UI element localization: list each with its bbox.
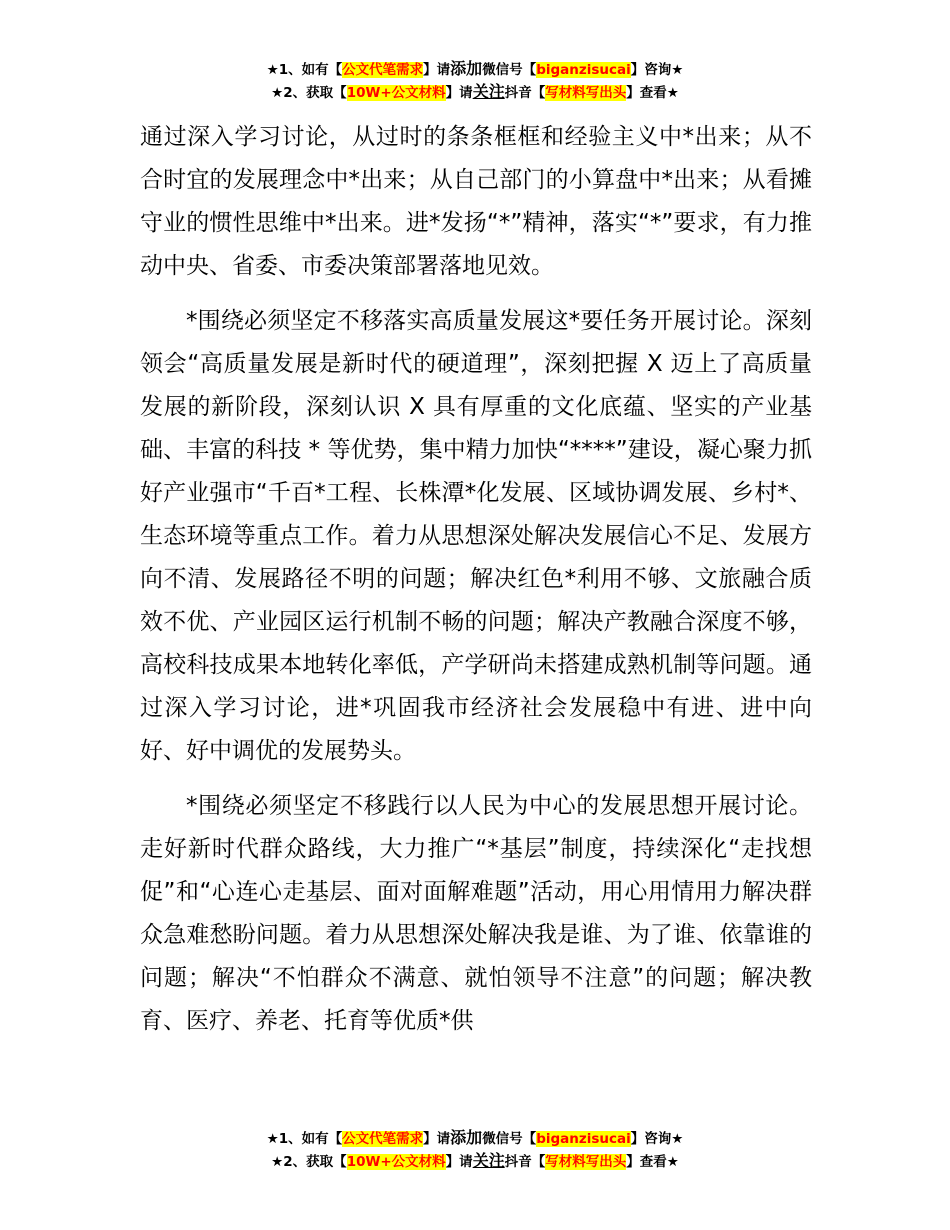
highlight-service: 公文代笔需求 bbox=[342, 1131, 424, 1147]
highlight-materials: 10W+公文材料 bbox=[346, 1154, 446, 1170]
star-icon: ★ bbox=[266, 1131, 279, 1147]
paragraph-1: 通过深入学习讨论，从过时的条条框框和经验主义中*出来；从不合时宜的发展理念中*出来；从自己部门的小算盘中*出来；从看摊守业的惯性思维中*出来。进*发扬“*”精神，落实“*”要求，有力推动中央、省委、市委决策部署落地见效。 bbox=[140, 124, 812, 279]
banner-line-2: ★2、获取【10W+公文材料】请关注抖音【写材料写出头】查看★ bbox=[271, 1151, 679, 1170]
paragraph-2: *围绕必须坚定不移落实高质量发展这*要任务开展讨论。深刻领会“高质量发展是新时代的硬道理”，深刻把握 X 迈上了高质量发展的新阶段，深刻认识 X 具有厚重的文化底蕴、坚实的产业基础、丰富的科技 * 等优势，集中精力加快“****”建设，凝心聚力抓好产业强市“千百*工程、长株潭*化发展、区域协调发展、乡村*、生态环境等重点工作。着力从思想深处解决发展信心不足、发展方向不清、发展路径不明的问题；解决红色*利用不够、文旅融合质效不优、产业园区运行机制不畅的问题；解决产教融合深度不够，高校科技成果本地转化率低，产学研尚未搭建成熟机制等问题。通过深入学习讨论，进*巩固我市经济社会发展稳中有进、进中向好、好中调优的发展势头。 bbox=[140, 308, 812, 764]
highlight-wechat-id: biganzisucai bbox=[536, 1131, 631, 1147]
highlight-douyin-id: 写材料写出头 bbox=[545, 85, 627, 101]
highlight-douyin-id: 写材料写出头 bbox=[545, 1154, 627, 1170]
document-body bbox=[140, 116, 812, 1043]
star-icon: ★ bbox=[666, 1154, 679, 1170]
banner-line-1: ★1、如有【公文代笔需求】请添加微信号【biganzisucai】咨询★ bbox=[266, 59, 684, 78]
highlight-service: 公文代笔需求 bbox=[342, 62, 424, 78]
star-icon: ★ bbox=[671, 1131, 684, 1147]
footer-banner bbox=[0, 1127, 950, 1173]
star-icon: ★ bbox=[266, 62, 279, 78]
banner-line-2: ★2、获取【10W+公文材料】请关注抖音【写材料写出头】查看★ bbox=[271, 82, 679, 101]
highlight-materials: 10W+公文材料 bbox=[346, 85, 446, 101]
header-banner bbox=[0, 58, 950, 104]
paragraph-3: *围绕必须坚定不移践行以人民为中心的发展思想开展讨论。走好新时代群众路线，大力推广“*基层”制度，持续深化“走找想促”和“心连心走基层、面对面解难题”活动，用心用情用力解决群众急难愁盼问题。着力从思想深处解决我是谁、为了谁、依靠谁的问题；解决“不怕群众不满意、就怕领导不注意”的问题；解决教育、医疗、养老、托育等优质*供 bbox=[140, 793, 812, 1034]
highlight-wechat-id: biganzisucai bbox=[536, 62, 631, 78]
star-icon: ★ bbox=[671, 62, 684, 78]
banner-line-1: ★1、如有【公文代笔需求】请添加微信号【biganzisucai】咨询★ bbox=[266, 1128, 684, 1147]
star-icon: ★ bbox=[271, 1154, 284, 1170]
star-icon: ★ bbox=[666, 85, 679, 101]
star-icon: ★ bbox=[271, 85, 284, 101]
